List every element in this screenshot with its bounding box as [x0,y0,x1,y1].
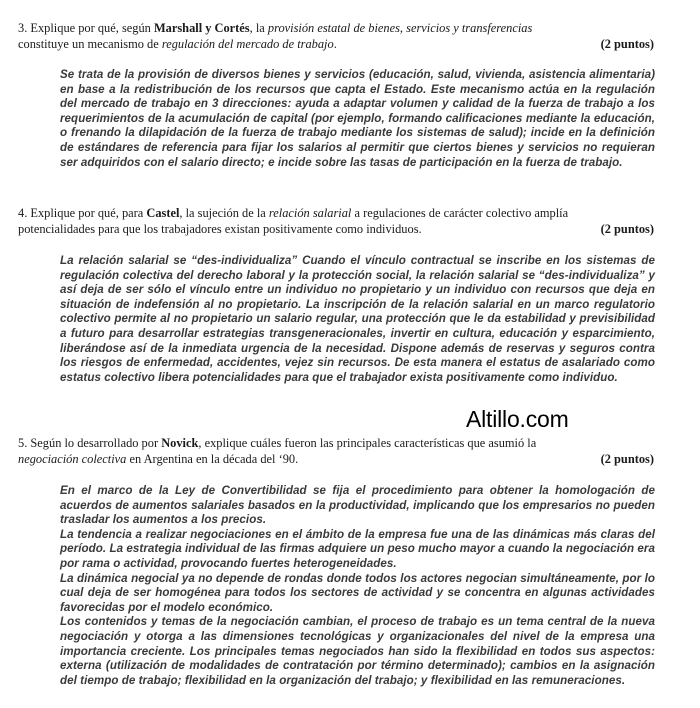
question-text: Explique por qué, para [30,206,144,220]
answer-paragraph: Los contenidos y temas de la negociación cambian, el proceso de trabajo es un tema central de la nueva negociación y otorga a las dimensiones tecnológicas y organizacionales del nivel de la empresa una importancia creciente. Los principales temas negociados han sido la flexibilidad en todos sus aspectos: externa (utilización de modalidades de contratación por término determinado); cambios en la asignación del tiempo de trabajo; flexibilidad en la organización del trabajo; y flexibilidad en las remuneraciones. [60,615,655,687]
answer-3 [60,68,655,170]
question-text: Según lo desarrollado por [30,436,159,450]
question-text: , la [249,21,265,35]
points-label: (2 puntos) [600,452,654,466]
question-author: Castel [146,206,180,220]
question-text: en Argentina en la década del ‘90. [129,452,299,466]
question-text: , la sujeción de la [179,206,266,220]
answer-paragraph: La dinámica negocial ya no depende de rondas donde todos los actores negocian simultáneamente, por lo cual deja de ser homogénea para todos los sectores de actividad y se concentra en algunas actividades favorecidas por el modelo económico. [60,571,655,614]
points-label: (2 puntos) [600,222,654,236]
question-3 [18,20,654,52]
answer-paragraph: Se trata de la provisión de diversos bienes y servicios (educación, salud, vivienda, asistencia alimentaria) en base a la redistribución de los recursos que capta el Estado. Este mecanismo actúa en la regulación del mercado de trabajo en 3 direcciones: ayuda a adaptar volumen y calidad de la fuerza de trabajo a los requerimientos de la acumulación de capital (por ejemplo, formando calificaciones mediante la educación, o frenando la dilapidación de la fuerza de trabajo mediante los sistemas de salud); incide en la definición de estándares de referencia para fijar los salarios al permitir que ciertos bienes y servicios no requieran ser adquiridos con el salario directo; e incide sobre las tasas de participación en la fuerza de trabajo. [60,68,655,169]
answer-5 [60,484,655,688]
question-text: constituye un mecanismo de [18,37,159,51]
question-text: a regulaciones de carácter colectivo amplía [354,206,569,220]
question-topic: negociación colectiva [18,452,127,466]
points-label: (2 puntos) [600,37,654,51]
question-5 [18,435,654,467]
answer-paragraph: La tendencia a realizar negociaciones en el ámbito de la empresa fue una de las dinámicas más claras del período. La estrategia individual de las firmas adquiere un peso mucho mayor a cuando la negociación era por rama o actividad, provocando fuertes heterogeneidades. [60,527,655,570]
question-author: Marshall y Cortés [153,21,250,35]
answer-paragraph: La relación salarial se “des-individualiza” Cuando el vínculo contractual se inscribe en los sistemas de regulación colectiva del derecho laboral y la protección social, la relación salarial se “des-individualiza” y así deja de ser sólo el vínculo entre un individuo no propietario y un individuo con recursos que deja en situación de indefensión al no propietario. La inscripción de la relación salarial en un marco regulatorio colectivo permite al no propietario un salario regular, una protección que le da estabilidad y previsibilidad a futuro para desarrollar estrategias transgeneracionales, invertir en cultura, educación y esparcimiento, liberándose así de la inmediata urgencia de la necesidad. Dispone además de reservas y seguros contra los riesgos de enfermedad, accidentes, vejez sin recursos. De esta manera el estatus de asalariado como estatus colectivo libera potencialidades para que el trabajador exista positivamente como individuo. [60,254,655,384]
question-text: potencialidades para que los trabajadores existan positivamente como individuos. [18,222,422,236]
answer-paragraph: En el marco de la Ley de Convertibilidad se fija el procedimiento para obtener la homologación de acuerdos de aumentos salariales basados en la productividad, implicando que los empresarios no pueden trasladar los aumentos a los precios. [60,484,655,527]
question-number: 5. [18,436,28,450]
question-text: . [333,37,337,51]
question-text: , explique cuáles fueron las principales características que asumió la [198,436,537,450]
question-number: 3. [18,21,28,35]
question-topic: regulación del mercado de trabajo [161,37,334,51]
question-author: Novick [161,436,199,450]
question-4 [18,205,654,237]
question-topic: relación salarial [268,206,352,220]
question-topic: provisión estatal de bienes, servicios y transferencias [267,21,533,35]
question-text: Explique por qué, según [30,21,151,35]
question-number: 4. [18,206,28,220]
watermark: Altillo.com [466,406,569,432]
answer-4 [60,254,655,385]
